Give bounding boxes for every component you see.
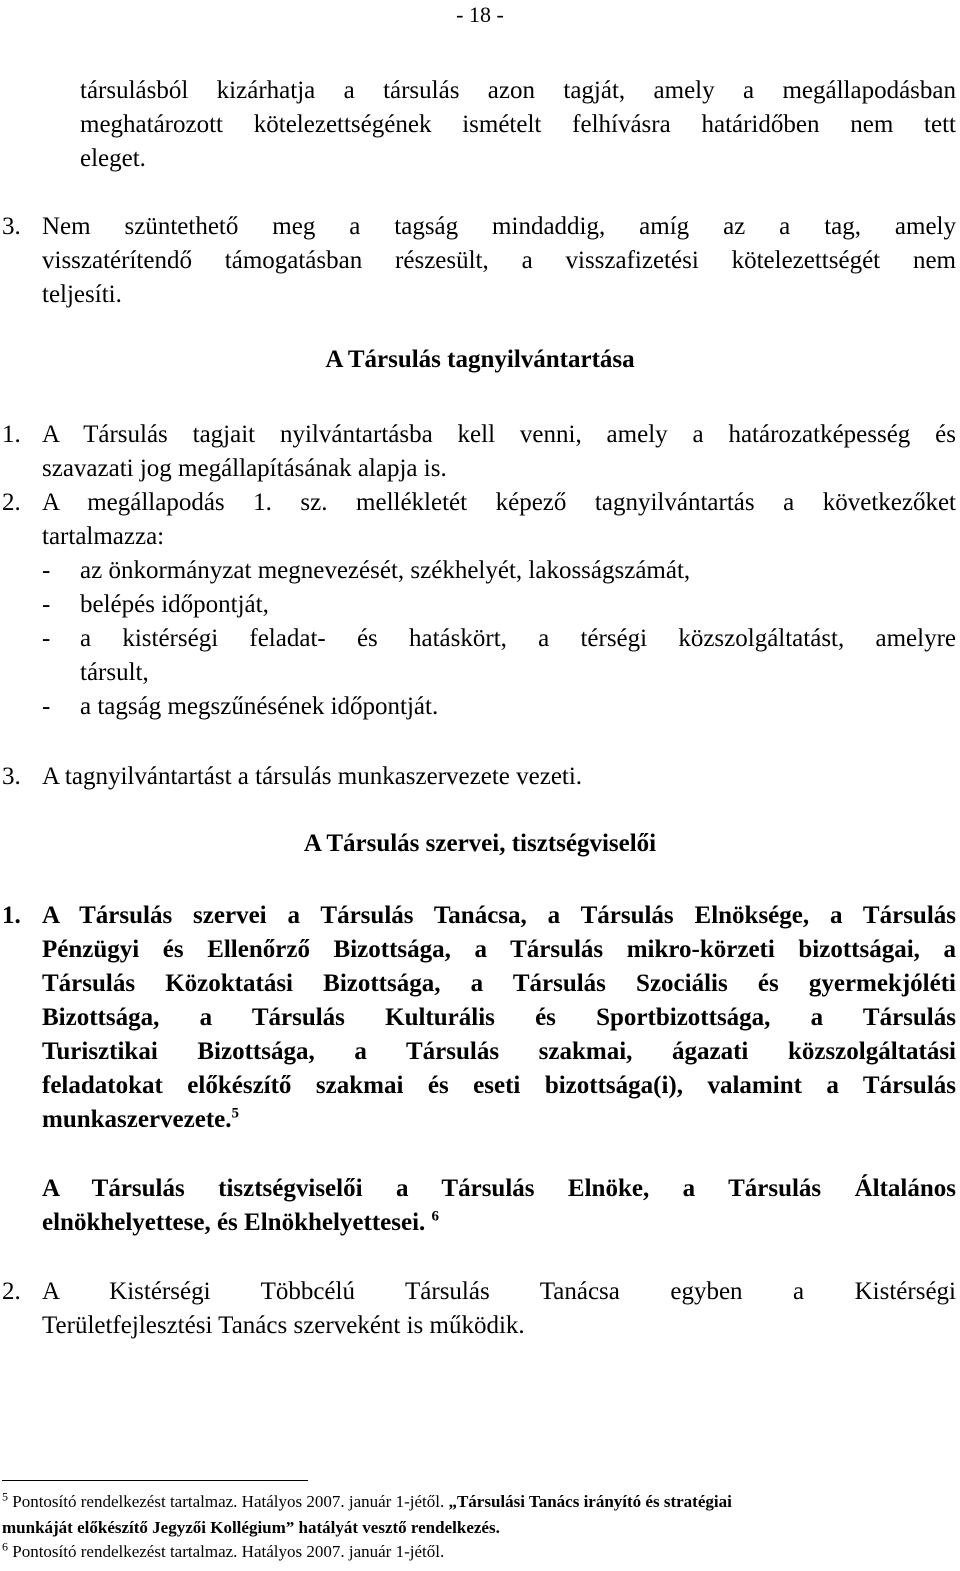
s2p1-line-5: Turisztikai Bizottsága, a Társulás szakmai, ágazati közszolgáltatási — [42, 1038, 956, 1065]
intro-line-2: meghatározott kötelezettségének ismételt felhívásra határidőben nem tett — [80, 111, 956, 138]
dash-3: - — [42, 625, 51, 652]
footnote-separator — [2, 1480, 308, 1481]
p3-number: 3. — [2, 213, 21, 240]
s2p1-line-1: A Társulás szervei a Társulás Tanácsa, a Társulás Elnöksége, a Társulás — [42, 902, 956, 929]
footnote-ref-5[interactable]: 5 — [231, 1105, 240, 1122]
dash-item-2-line-1: belépés időpontját, — [80, 591, 269, 618]
s2p1-line-2: Pénzügyi és Ellenőrző Bizottsága, a Társulás mikro-körzeti bizottságai, a — [42, 936, 956, 963]
s1p3-line-1: A tagnyilvántartást a társulás munkaszervezete vezeti. — [42, 763, 583, 790]
dash-4: - — [42, 693, 51, 720]
footnote-5-line-1 — [2, 1490, 732, 1514]
s1p3-number: 3. — [2, 763, 21, 790]
footnote-5-number: 5 — [2, 1489, 8, 1504]
s1p1-line-2: szavazati jog megállapításának alapja is. — [42, 455, 447, 482]
dash-item-1-line-1: az önkormányzat megnevezését, székhelyét, lakosságszámát, — [80, 557, 691, 584]
dash-1: - — [42, 557, 51, 584]
s1p2-number: 2. — [2, 489, 21, 516]
footnote-6-text: Pontosító rendelkezést tartalmaz. Hatályos 2007. január 1-jétől. — [12, 1542, 445, 1561]
s2p2-line-1: A Kistérségi Többcélú Társulás Tanácsa egyben a Kistérségi — [42, 1278, 956, 1305]
footnote-5-line-2: munkáját előkészítő Jegyzői Kollégium” hatályát vesztő rendelkezés. — [2, 1518, 500, 1537]
p3-line-1: Nem szüntethető meg a tagság mindaddig, amíg az a tag, amely — [42, 213, 956, 240]
dash-item-4-line-1: a tagság megszűnésének időpontját. — [80, 693, 439, 720]
s2p1-number: 1. — [2, 902, 21, 929]
s1p2-line-1: A megállapodás 1. sz. mellékletét képező tagnyilvántartás a következőket — [42, 489, 956, 516]
intro-line-1: társulásból kizárhatja a társulás azon tagját, amely a megállapodásban — [80, 77, 956, 104]
s2p1b-line-2-text: elnökhelyettese, és Elnökhelyettesei. — [42, 1209, 426, 1236]
s2p1-line-3: Társulás Közoktatási Bizottsága, a Társulás Szociális és gyermekjóléti — [42, 970, 956, 997]
footnote-ref-6[interactable]: 6 — [431, 1208, 440, 1225]
s2p2-number: 2. — [2, 1278, 21, 1305]
s2p2-line-2: Területfejlesztési Tanács szerveként is működik. — [42, 1312, 525, 1339]
dash-item-3-line-1: a kistérségi feladat- és hatáskört, a térségi közszolgáltatást, amelyre — [80, 625, 956, 652]
footnote-5-bold-text: „Társulási Tanács irányító és stratégiai — [448, 1492, 732, 1511]
dash-2: - — [42, 591, 51, 618]
s2p1-line-7-text: munkaszervezete. — [42, 1106, 232, 1133]
p3-line-3: teljesíti. — [42, 281, 122, 308]
s2p1b-line-2 — [42, 1206, 439, 1240]
s1p2-line-2: tartalmazza: — [42, 523, 165, 550]
section-heading-bodies-officers: A Társulás szervei, tisztségviselői — [303, 830, 657, 857]
footnote-6-line-1 — [2, 1540, 444, 1564]
dash-item-3-line-2: társult, — [80, 659, 149, 686]
s2p1-line-4: Bizottsága, a Társulás Kulturális és Sportbizottsága, a Társulás — [42, 1004, 956, 1031]
s1p1-number: 1. — [2, 421, 21, 448]
s2p1-line-7 — [42, 1103, 239, 1137]
section-heading-membership-register: A Társulás tagnyilvántartása — [325, 346, 635, 373]
footnote-5-text: Pontosító rendelkezést tartalmaz. Hatályos 2007. január 1-jétől. — [12, 1492, 445, 1511]
footnote-6-number: 6 — [2, 1539, 8, 1554]
s2p1-line-6: feladatokat előkészítő szakmai és eseti bizottsága(i), valamint a Társulás — [42, 1072, 956, 1099]
page-number: - 18 - — [456, 2, 504, 27]
s1p1-line-1: A Társulás tagjait nyilvántartásba kell venni, amely a határozatképesség és — [42, 421, 956, 448]
s2p1b-line-1: A Társulás tisztségviselői a Társulás Elnöke, a Társulás Általános — [42, 1175, 956, 1202]
intro-line-3: eleget. — [80, 145, 146, 172]
p3-line-2: visszatérítendő támogatásban részesült, a visszafizetési kötelezettségét nem — [42, 247, 956, 274]
